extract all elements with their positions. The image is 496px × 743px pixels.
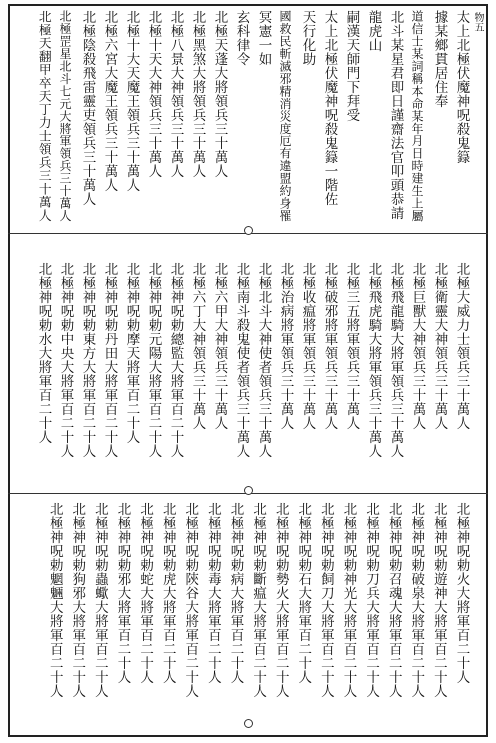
panel1-column: 北極罡星北斗七元大將軍領兵三十萬人 <box>57 10 72 222</box>
panel3-column: 北極神呪勅魍魎大將軍百二十人 <box>46 502 63 698</box>
panel1-column: 國救民斬滅邪精消災度厄有違盟約身罹 <box>277 10 292 222</box>
panel1-column: 北極十天大神領兵三十萬人 <box>145 10 162 178</box>
panel3-column: 北極神呪勅破泉大將軍百二十人 <box>408 502 425 698</box>
panel2-column: 北極神呪勅總監大將軍百二十人 <box>167 262 184 458</box>
panel2-column: 北極巨獸大神領兵三十萬人 <box>409 262 426 430</box>
panel1-column: 玄科律令 <box>233 10 250 66</box>
panel3-column: 北極神呪勅病大將軍百二十人 <box>227 502 244 684</box>
panel1-column: 太上北極伏魔神呪殺鬼籙一階佐 <box>321 10 338 206</box>
panel3-column: 北極神呪勅虎大將軍百二十人 <box>159 502 176 684</box>
panel3-column: 北極神呪勅召魂大將軍百二十人 <box>385 502 402 698</box>
panel2-column: 北極三五將軍領兵三十萬人 <box>343 262 360 430</box>
panel1-column: 北極天蓬大將領兵三十萬人 <box>211 10 228 178</box>
panel2-column: 北極神呪勅元陽大將軍百二十人 <box>145 262 162 458</box>
panel2-column: 北極六甲大神領兵三十萬人 <box>211 262 228 430</box>
panel2-column: 北極六丁大神領兵三十萬人 <box>189 262 206 430</box>
binding-hole-2 <box>244 486 253 495</box>
panel2-column: 北極神呪勅摩天將軍百二十人 <box>123 262 140 444</box>
panel3-column: 北極神呪勅毒大將軍百二十人 <box>204 502 221 684</box>
panel3-column: 北極神呪勅邪大將軍百二十人 <box>114 502 131 684</box>
panel2-column: 北極神呪勅中央大將軍百二十人 <box>57 262 74 458</box>
panel2-column: 北極飛虎騎大將軍領兵三十萬人 <box>365 262 382 458</box>
panel1-column: 北斗某星君即日謹齋法官叩頭恭請 <box>387 10 404 220</box>
panel3-column: 北極神呪勅飼刀大將軍百二十人 <box>317 502 334 698</box>
panel3-column: 北極神呪勅陝谷大將軍百二十人 <box>182 502 199 698</box>
panel3-column: 北極神呪勅刀兵大將軍百二十人 <box>363 502 380 698</box>
panel2-column: 北極飛龍騎大將軍領兵三十萬人 <box>387 262 404 458</box>
panel1-column: 天行化助 <box>299 10 316 66</box>
panel1-column: 龍虎山 <box>365 10 382 52</box>
panel1-column: 據某鄉貫居住奉 <box>431 10 448 108</box>
panel1-column: 嗣漢天師門下拜受 <box>343 10 360 122</box>
binding-hole-1 <box>244 226 253 235</box>
page-number: 物五 <box>472 12 483 32</box>
panel1-column: 冥憲一如 <box>255 10 272 66</box>
panel3-column: 北極神呪勅狗邪大將軍百二十人 <box>69 502 86 698</box>
panel2-column: 北極收瘟將軍領兵三十萬人 <box>299 262 316 430</box>
panel1-column: 北極黑煞大將領兵三十萬人 <box>189 10 206 178</box>
panel3-column: 北極神呪勅遊神大將軍百二十人 <box>430 502 447 698</box>
panel3-column: 北極神呪勅蛇大將軍百二十人 <box>137 502 154 684</box>
panel3-column: 北極神呪勅蟲蠍大將軍百二十人 <box>91 502 108 698</box>
panel2-column: 北極南斗殺鬼使者領兵三十萬人 <box>233 262 250 458</box>
panel2-column: 北極神呪勅東方大將軍百二十人 <box>79 262 96 458</box>
panel2-column: 北極北斗大神使者領兵三十萬人 <box>255 262 272 458</box>
panel2-column: 北極衛靈大神領兵三十萬人 <box>431 262 448 430</box>
panel2-column: 北極神呪勅水大將軍百二十人 <box>35 262 52 444</box>
panel1-column: 道信士某詞稱本命某年月日時建生上屬 <box>409 10 424 222</box>
panel3-column: 北極神呪勅勢火大將軍百二十人 <box>272 502 289 698</box>
panel2-column: 北極破邪將軍領兵三十萬人 <box>321 262 338 430</box>
panel1-column: 太上北極伏魔神呪殺鬼籙 <box>453 10 470 164</box>
panel1-column: 北極天翻甲卒天丁力士領兵三十萬人 <box>35 10 51 222</box>
panel3-column: 北極神呪勅石大將軍百二十人 <box>295 502 312 684</box>
panel3-column: 北極神呪勅神光大將軍百二十人 <box>340 502 357 698</box>
panel1-column: 北極十大天魔王領兵三十萬人 <box>123 10 140 192</box>
panel3-column: 北極神呪勅火大將軍百二十人 <box>453 502 470 684</box>
panel2-column: 北極治病將軍領兵三十萬人 <box>277 262 294 430</box>
panel2-column: 北極神呪勅丹田大將軍百二十人 <box>101 262 118 458</box>
panel2-column: 北極大威力士領兵三十萬人 <box>453 262 470 430</box>
panel1-column: 北極六宮大魔王領兵三十萬人 <box>101 10 118 192</box>
binding-hole-3 <box>244 719 253 728</box>
panel1-column: 北極陰殺飛雷靈吏領兵三十萬人 <box>79 10 96 206</box>
panel3-column: 北極神呪勅斷瘟大將軍百二十人 <box>250 502 267 698</box>
panel1-column: 北極八景大神領兵三十萬人 <box>167 10 184 178</box>
